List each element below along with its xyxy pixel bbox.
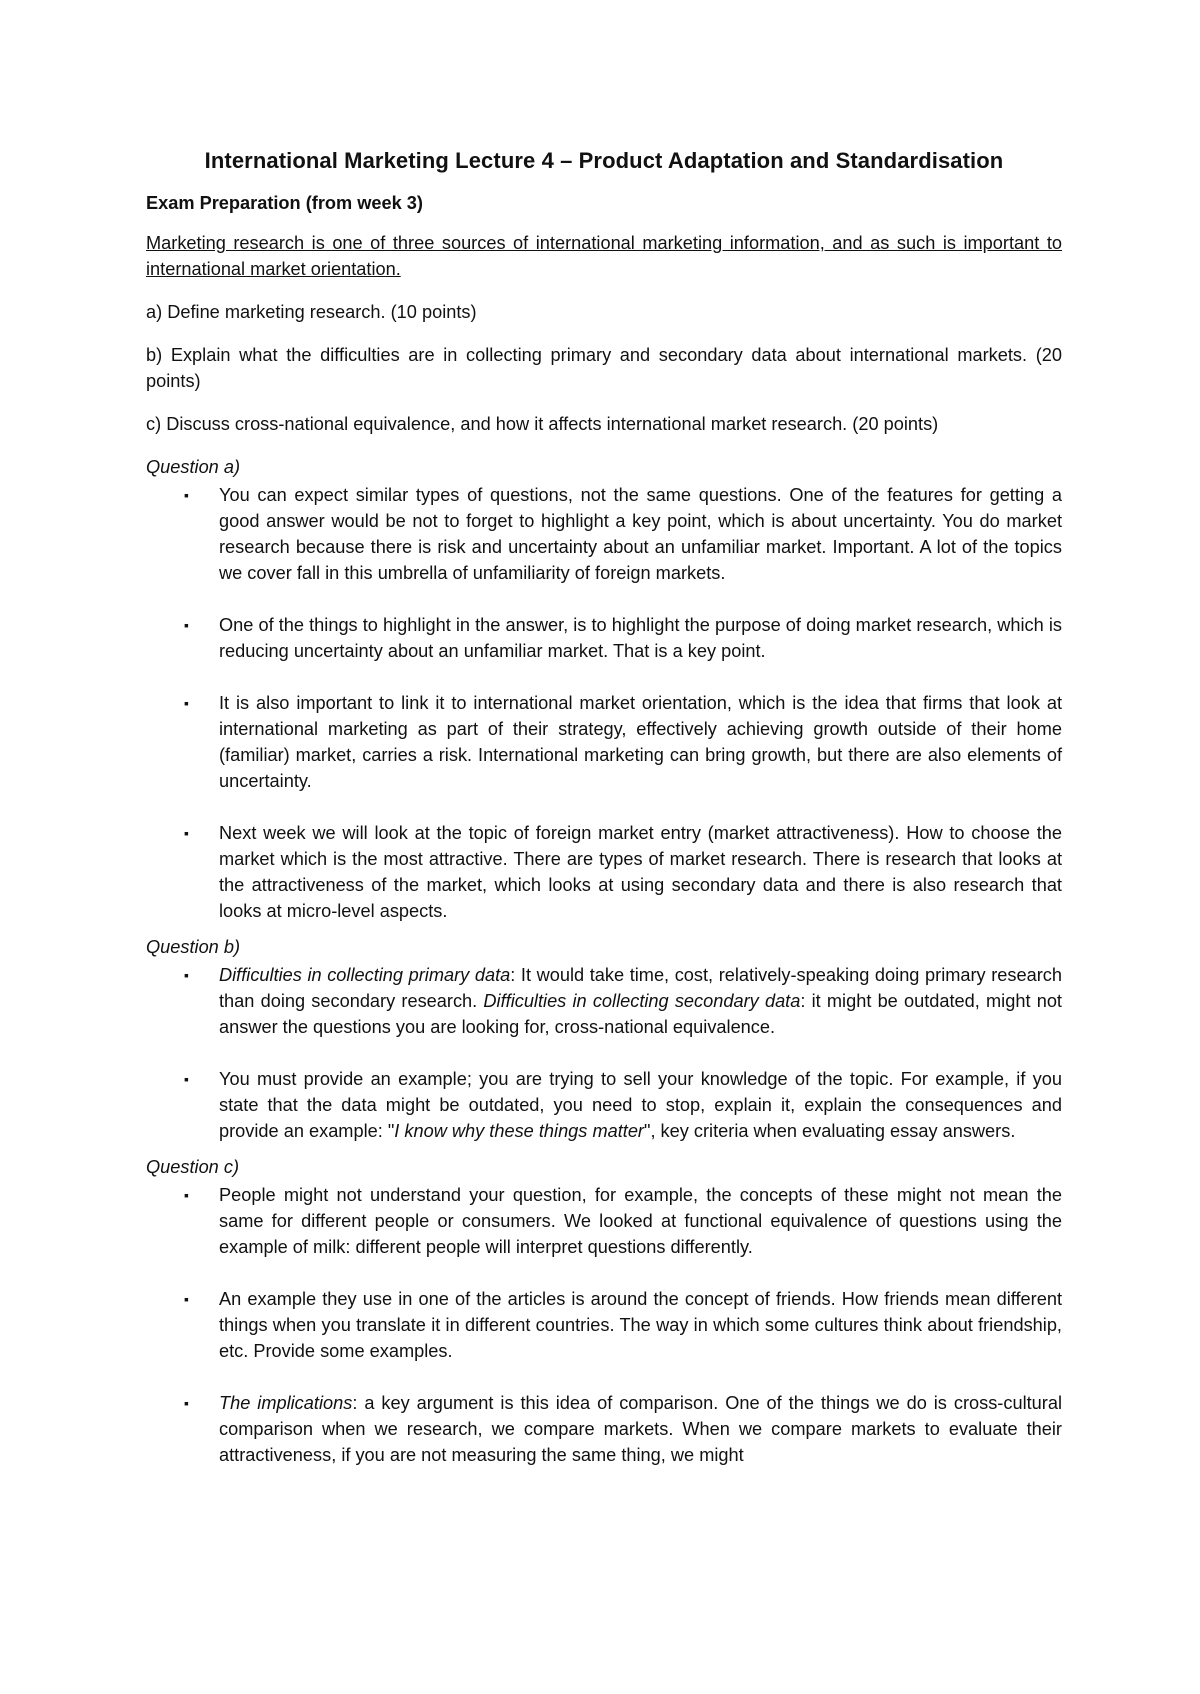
primary-data-lead: Difficulties in collecting primary data bbox=[219, 965, 511, 985]
bullet-text: People might not understand your question, for example, the concepts of these might not mean the same for different people or consumers. We looked at functional equivalence of questions using the example of milk: different people will interpret questions differently. bbox=[219, 1185, 1062, 1257]
question-b-text: b) Explain what the difficulties are in collecting primary and secondary data about international markets. (20 points) bbox=[146, 345, 1062, 391]
bullet-text: An example they use in one of the articles is around the concept of friends. How friends mean different things when you translate it in different countries. The way in which some cultures think about friendship, etc. Provide some examples. bbox=[219, 1289, 1062, 1361]
primary-data-text: : It would take time, cost, relatively-speaking doing primary research than doing secondary research. bbox=[219, 965, 1063, 1011]
section-a-list bbox=[146, 482, 1062, 924]
list-item bbox=[146, 962, 1062, 1040]
bullet-icon: ▪ bbox=[184, 695, 189, 711]
bullet-text: You can expect similar types of questions, not the same questions. One of the features for getting a good answer would be not to forget to highlight a key point, which is about uncertainty. You do market research because there is risk and uncertainty about an unfamiliar market. Important. A lot of the topics we cover fall in this umbrella of unfamiliarity of foreign markets. bbox=[219, 485, 1062, 583]
bullet-text: It is also important to link it to international market orientation, which is the idea that firms that look at international marketing as part of their strategy, effectively achieving growth outside of their home (familiar) market, carries a risk. International marketing can bring growth, but there are also elements of uncertainty. bbox=[219, 693, 1062, 791]
secondary-data-text: : it might be outdated, might not answer the questions you are looking for, cross-national equivalence. bbox=[219, 991, 1062, 1037]
section-b-heading: Question b) bbox=[146, 937, 241, 957]
example-text-end: ", key criteria when evaluating essay answers. bbox=[643, 1121, 1016, 1141]
bullet-icon: ▪ bbox=[184, 617, 189, 633]
list-item bbox=[146, 1182, 1062, 1260]
list-item bbox=[146, 1066, 1062, 1144]
section-c-heading: Question c) bbox=[146, 1157, 239, 1177]
question-c-text: c) Discuss cross-national equivalence, and how it affects international market research. (20 points) bbox=[146, 414, 939, 434]
section-a-heading: Question a) bbox=[146, 457, 241, 477]
list-item bbox=[146, 612, 1062, 664]
list-item bbox=[146, 690, 1062, 794]
document-title: International Marketing Lecture 4 – Product Adaptation and Standardisation bbox=[204, 148, 1004, 173]
section-b-list bbox=[146, 962, 1062, 1144]
bullet-icon: ▪ bbox=[184, 825, 189, 841]
bullet-icon: ▪ bbox=[184, 1291, 189, 1307]
question-a-text: a) Define marketing research. (10 points) bbox=[146, 302, 477, 322]
bullet-icon: ▪ bbox=[184, 1187, 189, 1203]
list-item bbox=[146, 1390, 1062, 1468]
example-text-start: You must provide an example; you are trying to sell your knowledge of the topic. For example, if you state that the data might be outdated, you need to stop, explain it, explain the consequences and provide an example: " bbox=[219, 1069, 1062, 1141]
bullet-icon: ▪ bbox=[184, 487, 189, 503]
list-item bbox=[146, 820, 1062, 924]
document-page bbox=[146, 146, 1062, 1468]
intro-statement: Marketing research is one of three sources of international marketing information, and as such is important to international market orientation. bbox=[146, 233, 1062, 279]
list-item bbox=[146, 1286, 1062, 1364]
bullet-text: One of the things to highlight in the answer, is to highlight the purpose of doing market research, which is reducing uncertainty about an unfamiliar market. That is a key point. bbox=[219, 615, 1062, 661]
bullet-text: Next week we will look at the topic of foreign market entry (market attractiveness). How to choose the market which is the most attractive. There are types of market research. There is research that looks at the attractiveness of the market, which looks at using secondary data and there is also research that looks at micro-level aspects. bbox=[219, 823, 1062, 921]
example-quote: I know why these things matter bbox=[394, 1121, 644, 1141]
secondary-data-lead: Difficulties in collecting secondary data bbox=[483, 991, 801, 1011]
implications-text: : a key argument is this idea of comparison. One of the things we do is cross-cultural comparison when we research, we compare markets. When we compare markets to evaluate their attractiveness, if you are not measuring the same thing, we might bbox=[219, 1393, 1062, 1465]
bullet-icon: ▪ bbox=[184, 967, 189, 983]
section-c-list bbox=[146, 1182, 1062, 1468]
bullet-icon: ▪ bbox=[184, 1071, 189, 1087]
list-item bbox=[146, 482, 1062, 586]
implications-lead: The implications bbox=[219, 1393, 353, 1413]
bullet-icon: ▪ bbox=[184, 1395, 189, 1411]
exam-preparation-heading: Exam Preparation (from week 3) bbox=[146, 193, 423, 213]
